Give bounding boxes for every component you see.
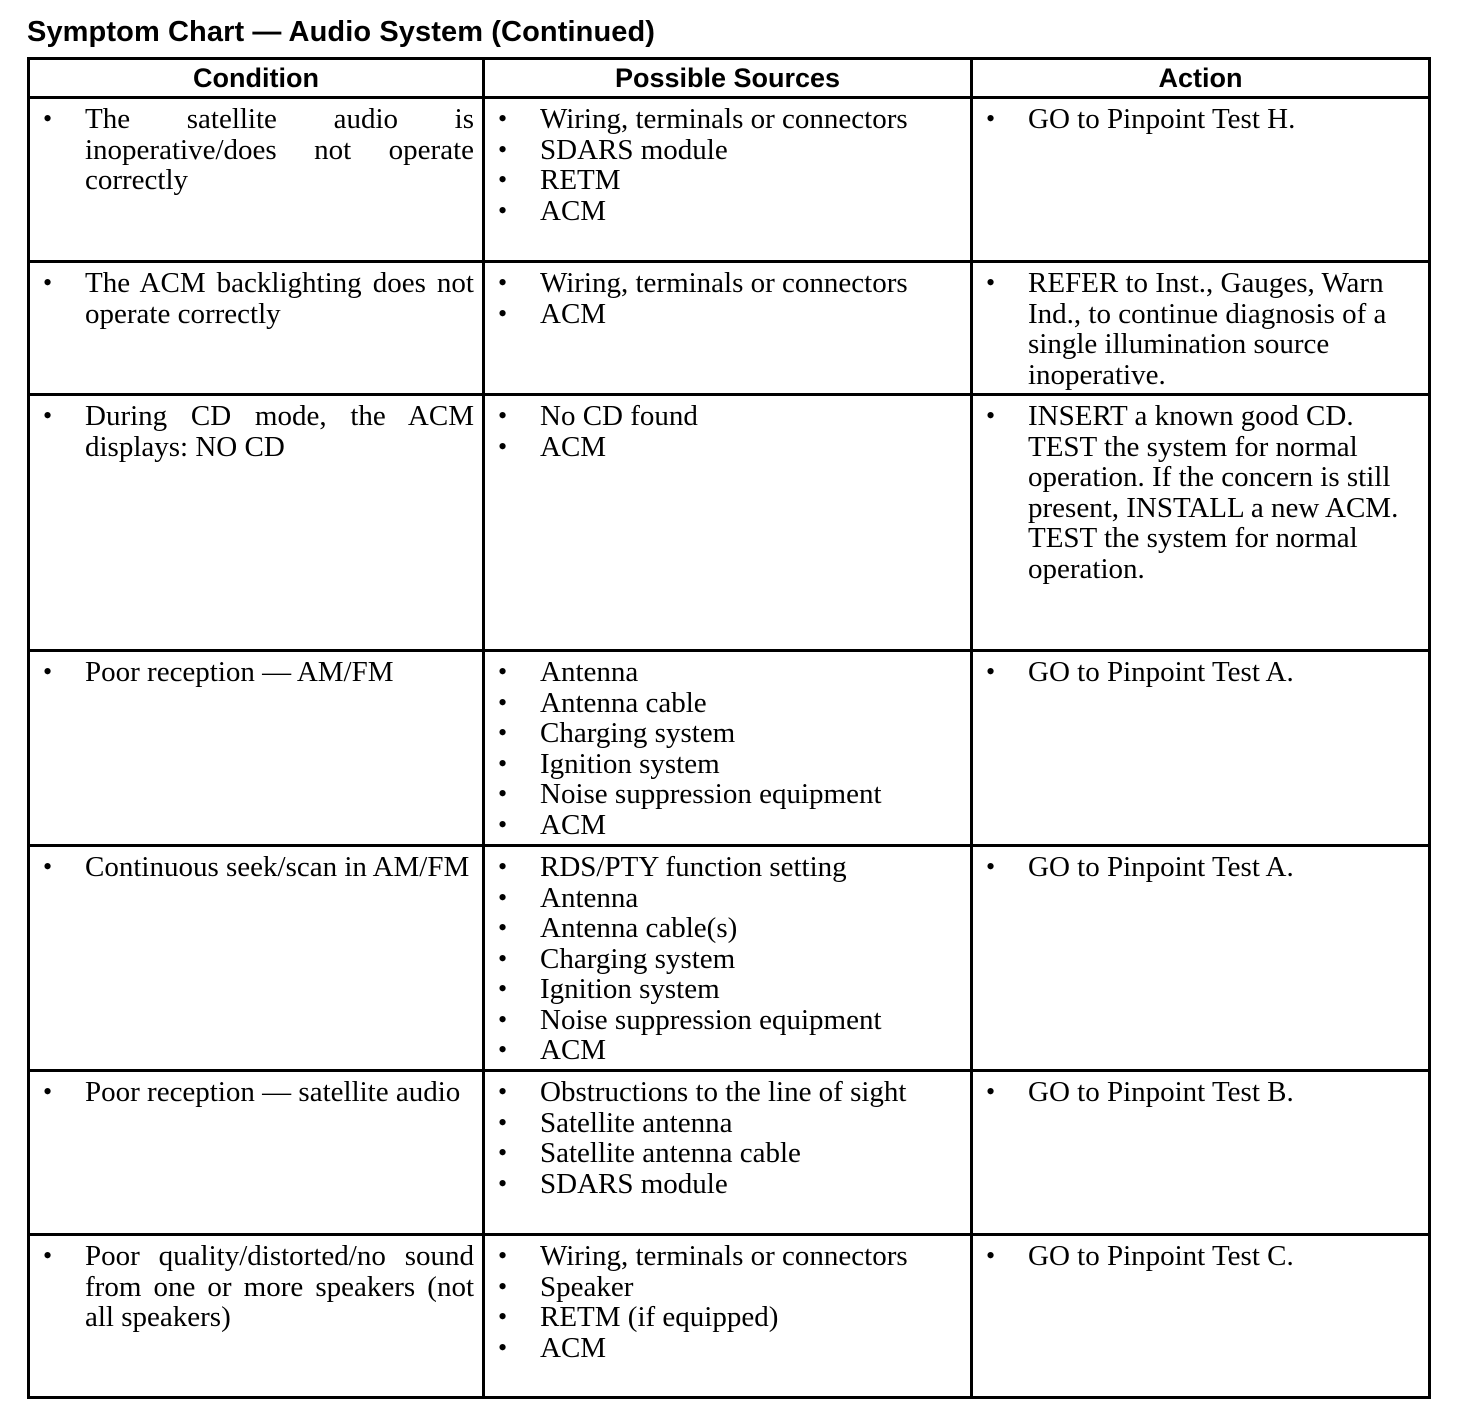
- source-item: • Wiring, terminals or connectors: [485, 104, 970, 135]
- source-item: • Antenna: [485, 657, 970, 688]
- action-cell: [972, 1235, 1430, 1398]
- condition-text: • The satellite audio is inoperative/does not operate correctly: [30, 104, 482, 196]
- condition-cell: [29, 1071, 484, 1235]
- condition-text: • Poor quality/distorted/no sound from one or more speakers (not all speakers): [30, 1241, 482, 1333]
- table-row: [29, 262, 1430, 395]
- source-item: • Ignition system: [485, 974, 970, 1005]
- action-text: • GO to Pinpoint Test H.: [973, 104, 1428, 135]
- condition-text: • The ACM backlighting does not operate correctly: [30, 268, 482, 329]
- header-action: Action: [972, 59, 1430, 98]
- header-condition: Condition: [29, 59, 484, 98]
- condition-text: • Poor reception — AM/FM: [30, 657, 482, 688]
- sources-cell: [484, 1071, 972, 1235]
- source-item: • Satellite antenna: [485, 1108, 970, 1139]
- action-text: • INSERT a known good CD. TEST the system for normal operation. If the concern is still present, INSTALL a new ACM. TEST the system for normal operation.: [973, 401, 1428, 584]
- table-row: [29, 1235, 1430, 1398]
- source-item: • ACM: [485, 810, 970, 841]
- action-cell: [972, 651, 1430, 846]
- sources-cell: [484, 846, 972, 1071]
- source-item: • Obstructions to the line of sight: [485, 1077, 970, 1108]
- table-row: [29, 395, 1430, 651]
- action-text: • GO to Pinpoint Test A.: [973, 852, 1428, 883]
- source-item: • Noise suppression equipment: [485, 779, 970, 810]
- condition-cell: [29, 98, 484, 262]
- sources-cell: [484, 1235, 972, 1398]
- source-item: • ACM: [485, 432, 970, 463]
- table-row: [29, 846, 1430, 1071]
- source-item: • ACM: [485, 1333, 970, 1364]
- table-row: [29, 98, 1430, 262]
- source-item: • Antenna cable(s): [485, 913, 970, 944]
- condition-cell: [29, 651, 484, 846]
- source-item: • Wiring, terminals or connectors: [485, 1241, 970, 1272]
- source-item: • Speaker: [485, 1272, 970, 1303]
- table-row: [29, 1071, 1430, 1235]
- condition-cell: [29, 262, 484, 395]
- sources-cell: [484, 395, 972, 651]
- action-text: • REFER to Inst., Gauges, Warn Ind., to continue diagnosis of a single illumination source inoperative.: [973, 268, 1428, 390]
- action-cell: [972, 262, 1430, 395]
- source-item: • Wiring, terminals or connectors: [485, 268, 970, 299]
- source-item: • Antenna: [485, 883, 970, 914]
- source-item: • ACM: [485, 1035, 970, 1066]
- sources-cell: [484, 651, 972, 846]
- source-item: • Noise suppression equipment: [485, 1005, 970, 1036]
- page-title: Symptom Chart — Audio System (Continued): [27, 16, 656, 48]
- action-cell: [972, 846, 1430, 1071]
- action-text: • GO to Pinpoint Test C.: [973, 1241, 1428, 1272]
- sources-cell: [484, 262, 972, 395]
- header-row: [29, 59, 1430, 98]
- header-possible-sources: Possible Sources: [484, 59, 972, 98]
- action-cell: [972, 395, 1430, 651]
- source-item: • RETM: [485, 165, 970, 196]
- condition-text: • Poor reception — satellite audio: [30, 1077, 482, 1108]
- source-item: • Charging system: [485, 944, 970, 975]
- action-text: • GO to Pinpoint Test B.: [973, 1077, 1428, 1108]
- source-item: • Charging system: [485, 718, 970, 749]
- source-item: • SDARS module: [485, 135, 970, 166]
- table-row: [29, 651, 1430, 846]
- action-cell: [972, 1071, 1430, 1235]
- condition-text: • During CD mode, the ACM displays: NO CD: [30, 401, 482, 462]
- source-item: • Satellite antenna cable: [485, 1138, 970, 1169]
- condition-cell: [29, 1235, 484, 1398]
- source-item: • SDARS module: [485, 1169, 970, 1200]
- source-item: • ACM: [485, 196, 970, 227]
- condition-text: • Continuous seek/scan in AM/FM: [30, 852, 482, 883]
- action-cell: [972, 98, 1430, 262]
- source-item: • RDS/PTY function setting: [485, 852, 970, 883]
- source-item: • ACM: [485, 299, 970, 330]
- condition-cell: [29, 846, 484, 1071]
- condition-cell: [29, 395, 484, 651]
- source-item: • Antenna cable: [485, 688, 970, 719]
- source-item: • No CD found: [485, 401, 970, 432]
- sources-cell: [484, 98, 972, 262]
- symptom-table: [27, 57, 1431, 1399]
- source-item: • Ignition system: [485, 749, 970, 780]
- source-item: • RETM (if equipped): [485, 1302, 970, 1333]
- action-text: • GO to Pinpoint Test A.: [973, 657, 1428, 688]
